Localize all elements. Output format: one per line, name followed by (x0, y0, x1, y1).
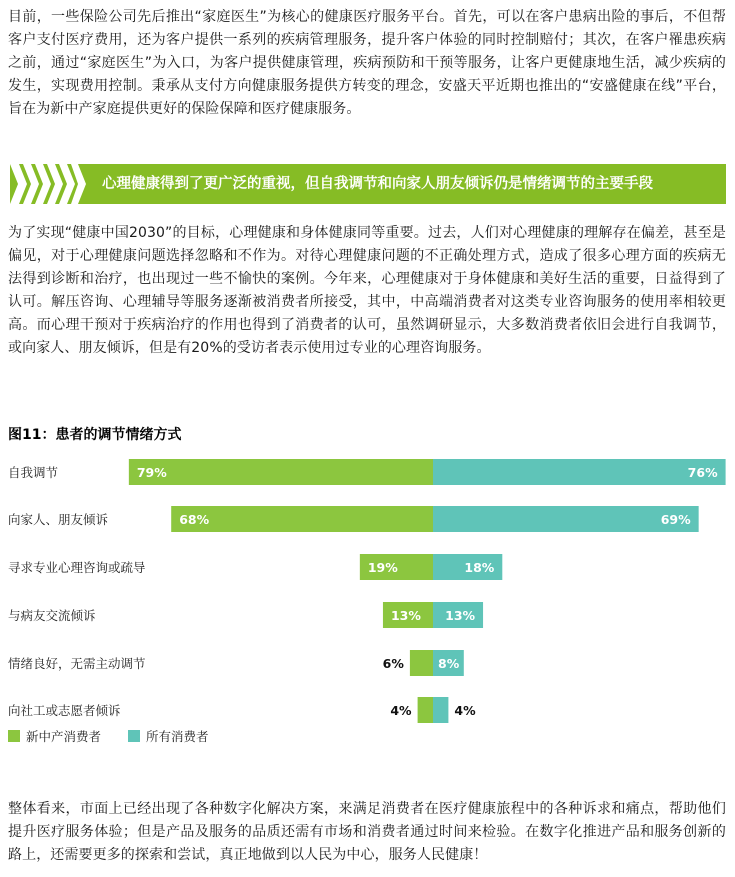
value-label-new-middle-class: 19% (367, 560, 398, 575)
chevron-pattern-icon (10, 164, 90, 204)
legend-label-all-consumers: 所有消费者 (146, 729, 209, 744)
value-label-new-middle-class: 68% (179, 512, 210, 527)
diverging-bar-chart (0, 448, 735, 758)
figure-title: 图11：患者的调节情绪方式 (8, 427, 182, 443)
bar-new-middle-class (129, 459, 433, 485)
banner-heading: 心理健康得到了更广泛的重视，但自我调节和向家人朋友倾诉仍是情绪调节的主要手段 (102, 176, 653, 192)
category-label: 向社工或志愿者倾诉 (8, 703, 121, 718)
bar-all-consumers (433, 506, 699, 532)
value-label-all-consumers: 69% (660, 512, 691, 527)
value-label-all-consumers: 13% (445, 608, 476, 623)
bar-new-middle-class (418, 697, 433, 723)
legend-label-new-middle-class: 新中产消费者 (26, 729, 102, 744)
value-label-all-consumers: 18% (464, 560, 495, 575)
value-label-all-consumers: 8% (438, 656, 460, 671)
conclusion-paragraph: 整体看来，市面上已经出现了各种数字化解决方案，来满足消费者在医疗健康旅程中的各种诉求和痛点，帮助他们提升医疗服务体验；但是产品及服务的品质还需有市场和消费者通过时间来检验。在数字化推进产品和服务创新的路上，还需要更多的探索和尝试，真正地做到以人民为中心，服务人民健康！ (8, 801, 726, 863)
value-label-all-consumers: 4% (454, 703, 476, 718)
value-label-new-middle-class: 13% (390, 608, 421, 623)
value-label-all-consumers: 76% (687, 465, 718, 480)
mental-health-paragraph: 为了实现“健康中国2030”的目标，心理健康和身体健康同等重要。过去，人们对心理健康的理解存在偏差，甚至是偏见，对于心理健康问题选择忽略和不作为。对待心理健康问题的不正确处理方式，造成了很多心理方面的疾病无法得到诊断和治疗，也出现过一些不愉快的案例。今年来，心理健康对于身体健康和美好生活的重要，日益得到了认可。解压咨询、心理辅导等服务逐渐被消费者所接受，其中，中高端消费者对这类专业咨询服务的使用率相较更高。而心理干预对于疾病治疗的作用也得到了消费者的认可，虽然调研显示，大多数消费者依旧会进行自我调节，或向家人、朋友倾诉，但是有20%的受访者表示使用过专业的心理咨询服务。 (8, 225, 726, 356)
legend-swatch-all-consumers (128, 730, 140, 742)
intro-paragraph: 目前，一些保险公司先后推出“家庭医生”为核心的健康医疗服务平台。首先，可以在客户患病出险的事后，不但帮客户支付医疗费用，还为客户提供一系列的疾病管理服务，提升客户体验的同时控制赔付；其次，在客户罹患疾病之前，通过“家庭医生”为入口，为客户提供健康管理，疾病预防和干预等服务，让客户更健康地生活，减少疾病的发生，实现费用控制。秉承从支付方向健康服务提供方转变的理念，安盛天平近期也推出的“安盛健康在线”平台，旨在为新中产家庭提供更好的保险保障和医疗健康服务。 (8, 9, 726, 117)
bar-all-consumers (433, 459, 726, 485)
category-label: 向家人、朋友倾诉 (8, 512, 109, 527)
category-label: 与病友交流倾诉 (8, 608, 96, 623)
bar-new-middle-class (171, 506, 433, 532)
section-banner (10, 164, 726, 204)
legend-swatch-new-middle-class (8, 730, 20, 742)
value-label-new-middle-class: 6% (382, 656, 404, 671)
category-label: 情绪良好，无需主动调节 (8, 656, 146, 671)
value-label-new-middle-class: 4% (390, 703, 412, 718)
bar-all-consumers (433, 697, 448, 723)
bar-new-middle-class (410, 650, 433, 676)
category-label: 寻求专业心理咨询或疏导 (8, 560, 146, 575)
category-label: 自我调节 (8, 465, 59, 480)
value-label-new-middle-class: 79% (136, 465, 167, 480)
